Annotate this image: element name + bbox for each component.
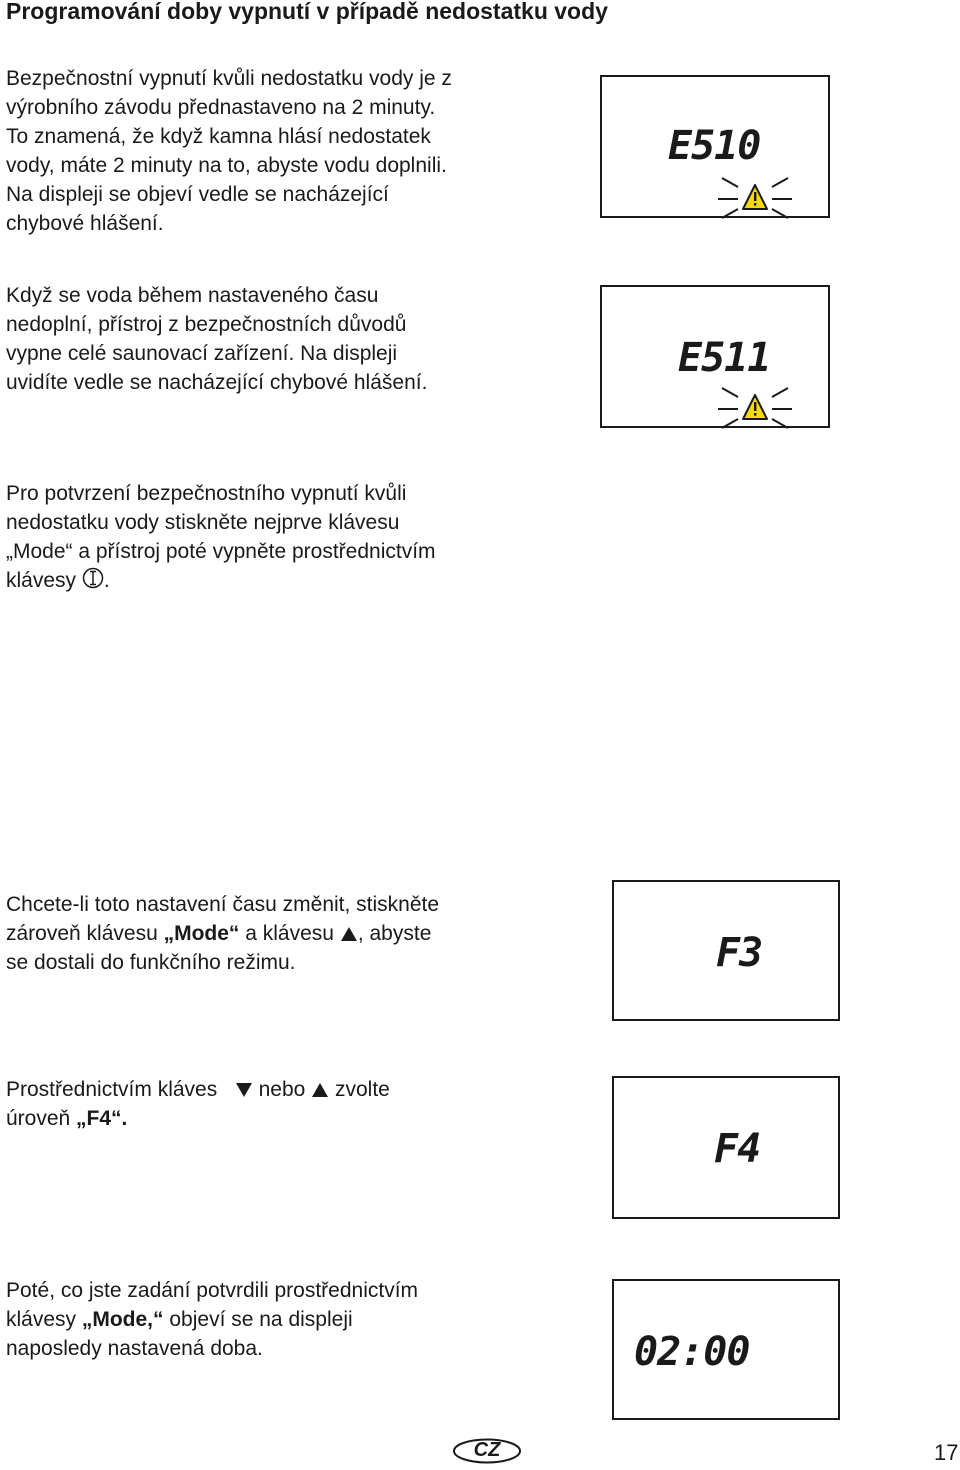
power-key-icon bbox=[82, 567, 104, 589]
display-f4 bbox=[612, 1076, 840, 1219]
paragraph-change-time: Chcete-li toto nastavení času změnit, stiskněte zároveň klávesu „Mode“ a klávesu , abyste se dostali do funkčního režimu. bbox=[6, 893, 440, 974]
display-f3-text: F3 bbox=[716, 930, 763, 976]
warning-triangle-icon bbox=[743, 395, 767, 419]
paragraph-safety-shutdown: Když se voda během nastaveného času nedoplní, přístroj z bezpečnostních důvodů vypne celé saunovací zařízení. Na displeji uvidíte vedle se nacházející chybové hlášení. bbox=[6, 284, 428, 394]
paragraph-water-shortage-intro: Bezpečnostní vypnutí kvůli nedostatku vody je z výrobního závodu přednastaveno na 2 minuty. To znamená, že když kamna hlásí nedostatek vody, máte 2 minuty na to, abyste vodu doplnili. Na displeji se objeví vedle se nacházející chybové hlášení. bbox=[6, 67, 452, 235]
arrow-down-icon bbox=[235, 1082, 253, 1098]
display-e510-text: E510 bbox=[668, 123, 761, 169]
display-f3 bbox=[612, 880, 840, 1021]
display-e511 bbox=[600, 285, 830, 428]
page-title: Programování doby vypnutí v případě nedostatku vody bbox=[6, 0, 608, 24]
display-e511-text: E511 bbox=[678, 335, 771, 381]
paragraph-select-level: Prostřednictvím kláves nebo zvolte úroveň „F4“. bbox=[6, 1078, 390, 1130]
arrow-up-icon bbox=[340, 926, 358, 942]
country-code: CZ bbox=[473, 1439, 501, 1461]
warning-blink-icon bbox=[602, 287, 832, 430]
display-f4-text: F4 bbox=[714, 1126, 761, 1172]
warning-blink-icon bbox=[602, 77, 832, 220]
paragraph-confirm-shutdown: Pro potvrzení bezpečnostního vypnutí kvůli nedostatku vody stiskněte nejprve klávesu „Mode“ a přístroj poté vypněte prostřednictvím klávesy . bbox=[6, 482, 436, 592]
display-time-text: 02:00 bbox=[634, 1329, 750, 1375]
display-e510 bbox=[600, 75, 830, 218]
display-time bbox=[612, 1279, 840, 1420]
arrow-up-icon bbox=[311, 1082, 329, 1098]
paragraph-confirm-mode: Poté, co jste zadání potvrdili prostřednictvím klávesy „Mode,“ objeví se na displeji naposledy nastavená doba. bbox=[6, 1279, 419, 1360]
warning-triangle-icon bbox=[743, 185, 767, 209]
paragraph-confirm-shutdown-text: Pro potvrzení bezpečnostního vypnutí kvůli nedostatku vody stiskněte nejprve klávesu „Mode“ a přístroj poté vypněte prostřednictvím klávesy bbox=[6, 482, 436, 592]
country-badge bbox=[452, 1438, 522, 1464]
page-number: 17 bbox=[934, 1440, 959, 1465]
